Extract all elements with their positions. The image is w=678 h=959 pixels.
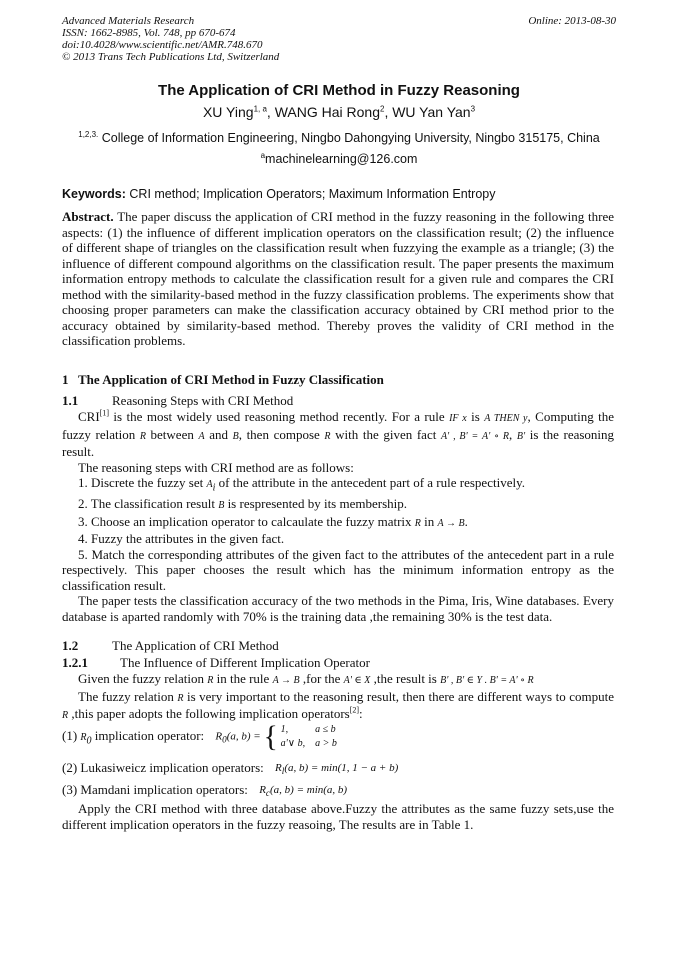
text-run: Given the fuzzy relation: [78, 671, 208, 686]
text-run: 1. Discrete the fuzzy set: [78, 475, 207, 490]
keywords-label: Keywords:: [62, 187, 126, 201]
text-run: ,this paper adopts the following implication operators: [68, 706, 350, 721]
text-run: , Computing the fuzzy relation: [62, 409, 615, 442]
math-expr: R: [62, 710, 69, 721]
author-list: XU Ying$^{1, a}$, WANG Hai Rong$^2$, WU Yan Yan$^3$: [202, 104, 476, 120]
math-expr: B: [232, 430, 239, 442]
section-1-num: 1: [62, 372, 69, 387]
text-run: is the most widely used reasoning method recently. For a rule: [109, 409, 450, 424]
math-expr: B': [516, 430, 526, 442]
math-expr: A → B: [272, 675, 300, 686]
text-run: is very important to the reasoning result, then there are different ways to compute: [183, 688, 614, 704]
implication-intro-block: [62, 671, 614, 724]
case-condition: a > b: [315, 738, 337, 749]
text-run: 3. Choose an implication operator to calcaulate the fuzzy matrix: [78, 513, 415, 529]
math-expr: R: [324, 430, 331, 442]
formula-cases: [281, 723, 337, 751]
math-expr: R: [207, 675, 214, 686]
math-expr: R: [80, 731, 87, 743]
math-sub: c: [265, 788, 270, 799]
text-run: ,the result is: [370, 671, 441, 686]
online-date: Online: 2013-08-30: [528, 15, 616, 27]
math-sub: i: [212, 482, 216, 494]
subsection-1-2-1-num: 1.2.1: [62, 655, 88, 670]
formula-rc: [259, 784, 347, 798]
brace-symbol: {: [263, 720, 278, 753]
operator-lukasiewicz: [62, 760, 398, 776]
subsection-1-1-heading: [62, 393, 293, 409]
cri-steps-block: [62, 409, 614, 624]
abstract: [62, 209, 614, 349]
math-expr: (a, b) =: [226, 730, 261, 743]
email: [0, 152, 678, 166]
subsection-1-2-heading: [62, 638, 279, 654]
math-expr: A: [206, 479, 213, 490]
author-2-sup: 2: [379, 104, 385, 114]
case-value: 1,: [280, 724, 289, 735]
text-run: CRI: [78, 409, 100, 424]
author-1: XU Ying: [202, 104, 254, 120]
paper-title: The Application of CRI Method in Fuzzy Reasoning: [158, 82, 520, 99]
math-expr: A THEN y: [484, 413, 528, 424]
math-expr: B' , B' ∈ Y . B' = A' ∘ R: [440, 675, 534, 686]
affiliation-text: College of Information Engineering, Ningbo Dahongying University, Ningbo 315175, China: [101, 131, 600, 145]
affiliation-sup: 1,2,3.: [78, 129, 99, 139]
author-1-sup: 1, a: [253, 104, 267, 114]
math-expr: A: [198, 430, 205, 442]
text-run: (3) Mamdani implication operators:: [62, 782, 248, 797]
math-expr: R: [215, 730, 223, 743]
formula-rl: [275, 762, 398, 776]
subsection-1-2-num: 1.2: [62, 638, 79, 653]
text-run: between: [145, 426, 199, 442]
math-expr: B: [218, 500, 225, 512]
copyright-line: © 2013 Trans Tech Publications Ltd, Switzerland: [62, 51, 280, 63]
paragraph-apply-cri: Apply the CRI method with three database above.Fuzzy the attributes as the same fuzzy sets,use the different implication operators in the fuzzy reasoing, The results are in Table 1.: [62, 801, 614, 832]
text-run: ,for the: [299, 671, 344, 686]
text-run: in the rule: [213, 671, 273, 686]
step-4: 4. Fuzzy the attributes in the given fact.: [78, 531, 285, 547]
math-expr: A → B: [437, 517, 465, 529]
text-run: in: [420, 513, 438, 529]
math-expr: A' ∈ X: [343, 675, 371, 686]
paragraph-implication-ops: [62, 689, 614, 724]
text-run: (2) Lukasiweicz implication operators:: [62, 760, 264, 775]
math-expr: R: [139, 430, 146, 442]
text-run: :: [359, 706, 363, 721]
math-expr: R: [414, 517, 421, 529]
paragraph-cri-intro: [62, 409, 614, 460]
issn-line: ISSN: 1662-8985, Vol. 748, pp 670-674: [62, 27, 236, 39]
subsection-1-2-1-title: The Influence of Different Implication Operator: [120, 655, 370, 670]
math-expr: IF x: [449, 413, 467, 424]
subsection-1-1-num: 1.1: [62, 393, 79, 408]
paragraph-databases: The paper tests the classification accuracy of the two methods in the Pima, Iris, Wine databases. Every database is aparted randomly with 70% is the training data ,the remaining 30% is the test data.: [62, 593, 614, 624]
affiliation: [0, 131, 678, 145]
abstract-text: The paper discuss the application of CRI method in the fuzzy reasoning in the following three aspects: (1) the influence of different implication operators on the classification result; (2) the influence of different shape of triangles on the classification result when fuzzying the example as a triangle; (3) the influence of different compound algorithms on the classification result. The paper presents the maximum information entropy methods to calculate the classification result for a given rule and compares the CRI method with the similarity-based method in the fuzzy classification problems. The experiments show that choosing proper parameters can make the classification accuracy obtained by CRI method prior to the accuracy obtained by similarity-based method. Thereby proves the validity of CRI method in the classification problems.: [62, 209, 615, 348]
text-run: The fuzzy relation: [78, 688, 178, 704]
text-run: is respresented by its membership.: [224, 496, 407, 512]
journal-name: Advanced Materials Research: [62, 15, 195, 27]
text-run: ,: [508, 426, 517, 442]
text-run: with the given fact: [330, 426, 441, 442]
text-run: (1): [62, 727, 81, 743]
math-expr: (a, b) = min(1, 1 − a + b): [284, 761, 399, 774]
section-1-title: The Application of CRI Method in Fuzzy Classification: [78, 372, 384, 387]
math-expr: (a, b) = min(a, b): [270, 783, 348, 796]
author-3-sup: 3: [470, 104, 476, 114]
step-5: 5. Match the corresponding attributes of the given fact to the attributes of the antecedent part in a rule respectively. This paper chooses the result which has the minimum information entropy as the classification result.: [62, 546, 614, 593]
text-run: 2. The classification result: [78, 496, 219, 512]
step-2: [62, 496, 614, 514]
text-run: is: [466, 409, 485, 424]
keywords: [62, 187, 614, 201]
subsection-1-2-1-heading: [62, 655, 370, 671]
text-run: is the reasoning result.: [62, 426, 615, 459]
text-run: implication operator:: [91, 727, 205, 743]
abstract-label: Abstract.: [62, 209, 114, 224]
keywords-text: CRI method; Implication Operators; Maximum Information Entropy: [129, 187, 496, 201]
math-sub: l: [281, 766, 285, 777]
journal-header: [62, 15, 279, 63]
author-2: WANG Hai Rong: [274, 104, 380, 120]
case-condition: a ≤ b: [315, 724, 336, 735]
text-run: of the attribute in the antecedent part of a rule respectively.: [215, 475, 525, 490]
subsection-1-1-title: Reasoning Steps with CRI Method: [112, 393, 294, 408]
math-sub: 0: [222, 734, 227, 745]
math-expr: A' , B' = A' ∘ R: [440, 430, 509, 442]
text-run: and: [204, 426, 233, 442]
step-3: [62, 514, 614, 532]
step-1: [62, 475, 614, 496]
operator-r0: [62, 722, 337, 752]
citation-2: [2]: [349, 705, 360, 715]
formula-r0: [215, 722, 336, 752]
section-1-heading: [62, 372, 384, 388]
subsection-1-2-title: The Application of CRI Method: [112, 638, 279, 653]
operator-mamdani: [62, 782, 347, 798]
email-sup: a: [260, 150, 266, 160]
doi-line[interactable]: doi:10.4028/www.scientific.net/AMR.748.670: [62, 39, 263, 51]
author-3: WU Yan Yan: [392, 104, 471, 120]
math-expr: R: [259, 783, 266, 796]
paragraph-fuzzy-relation: [62, 671, 614, 689]
steps-intro: The reasoning steps with CRI method are as follows:: [78, 459, 354, 475]
case-value: a'∨ b,: [280, 738, 306, 749]
email-text[interactable]: machinelearning@126.com: [265, 152, 418, 166]
text-run: .: [464, 513, 468, 529]
math-expr: R: [177, 692, 184, 704]
text-run: , then compose: [238, 426, 325, 442]
math-expr: R: [275, 761, 282, 774]
citation-1: [1]: [99, 408, 109, 418]
math-sub: 0: [86, 735, 92, 747]
